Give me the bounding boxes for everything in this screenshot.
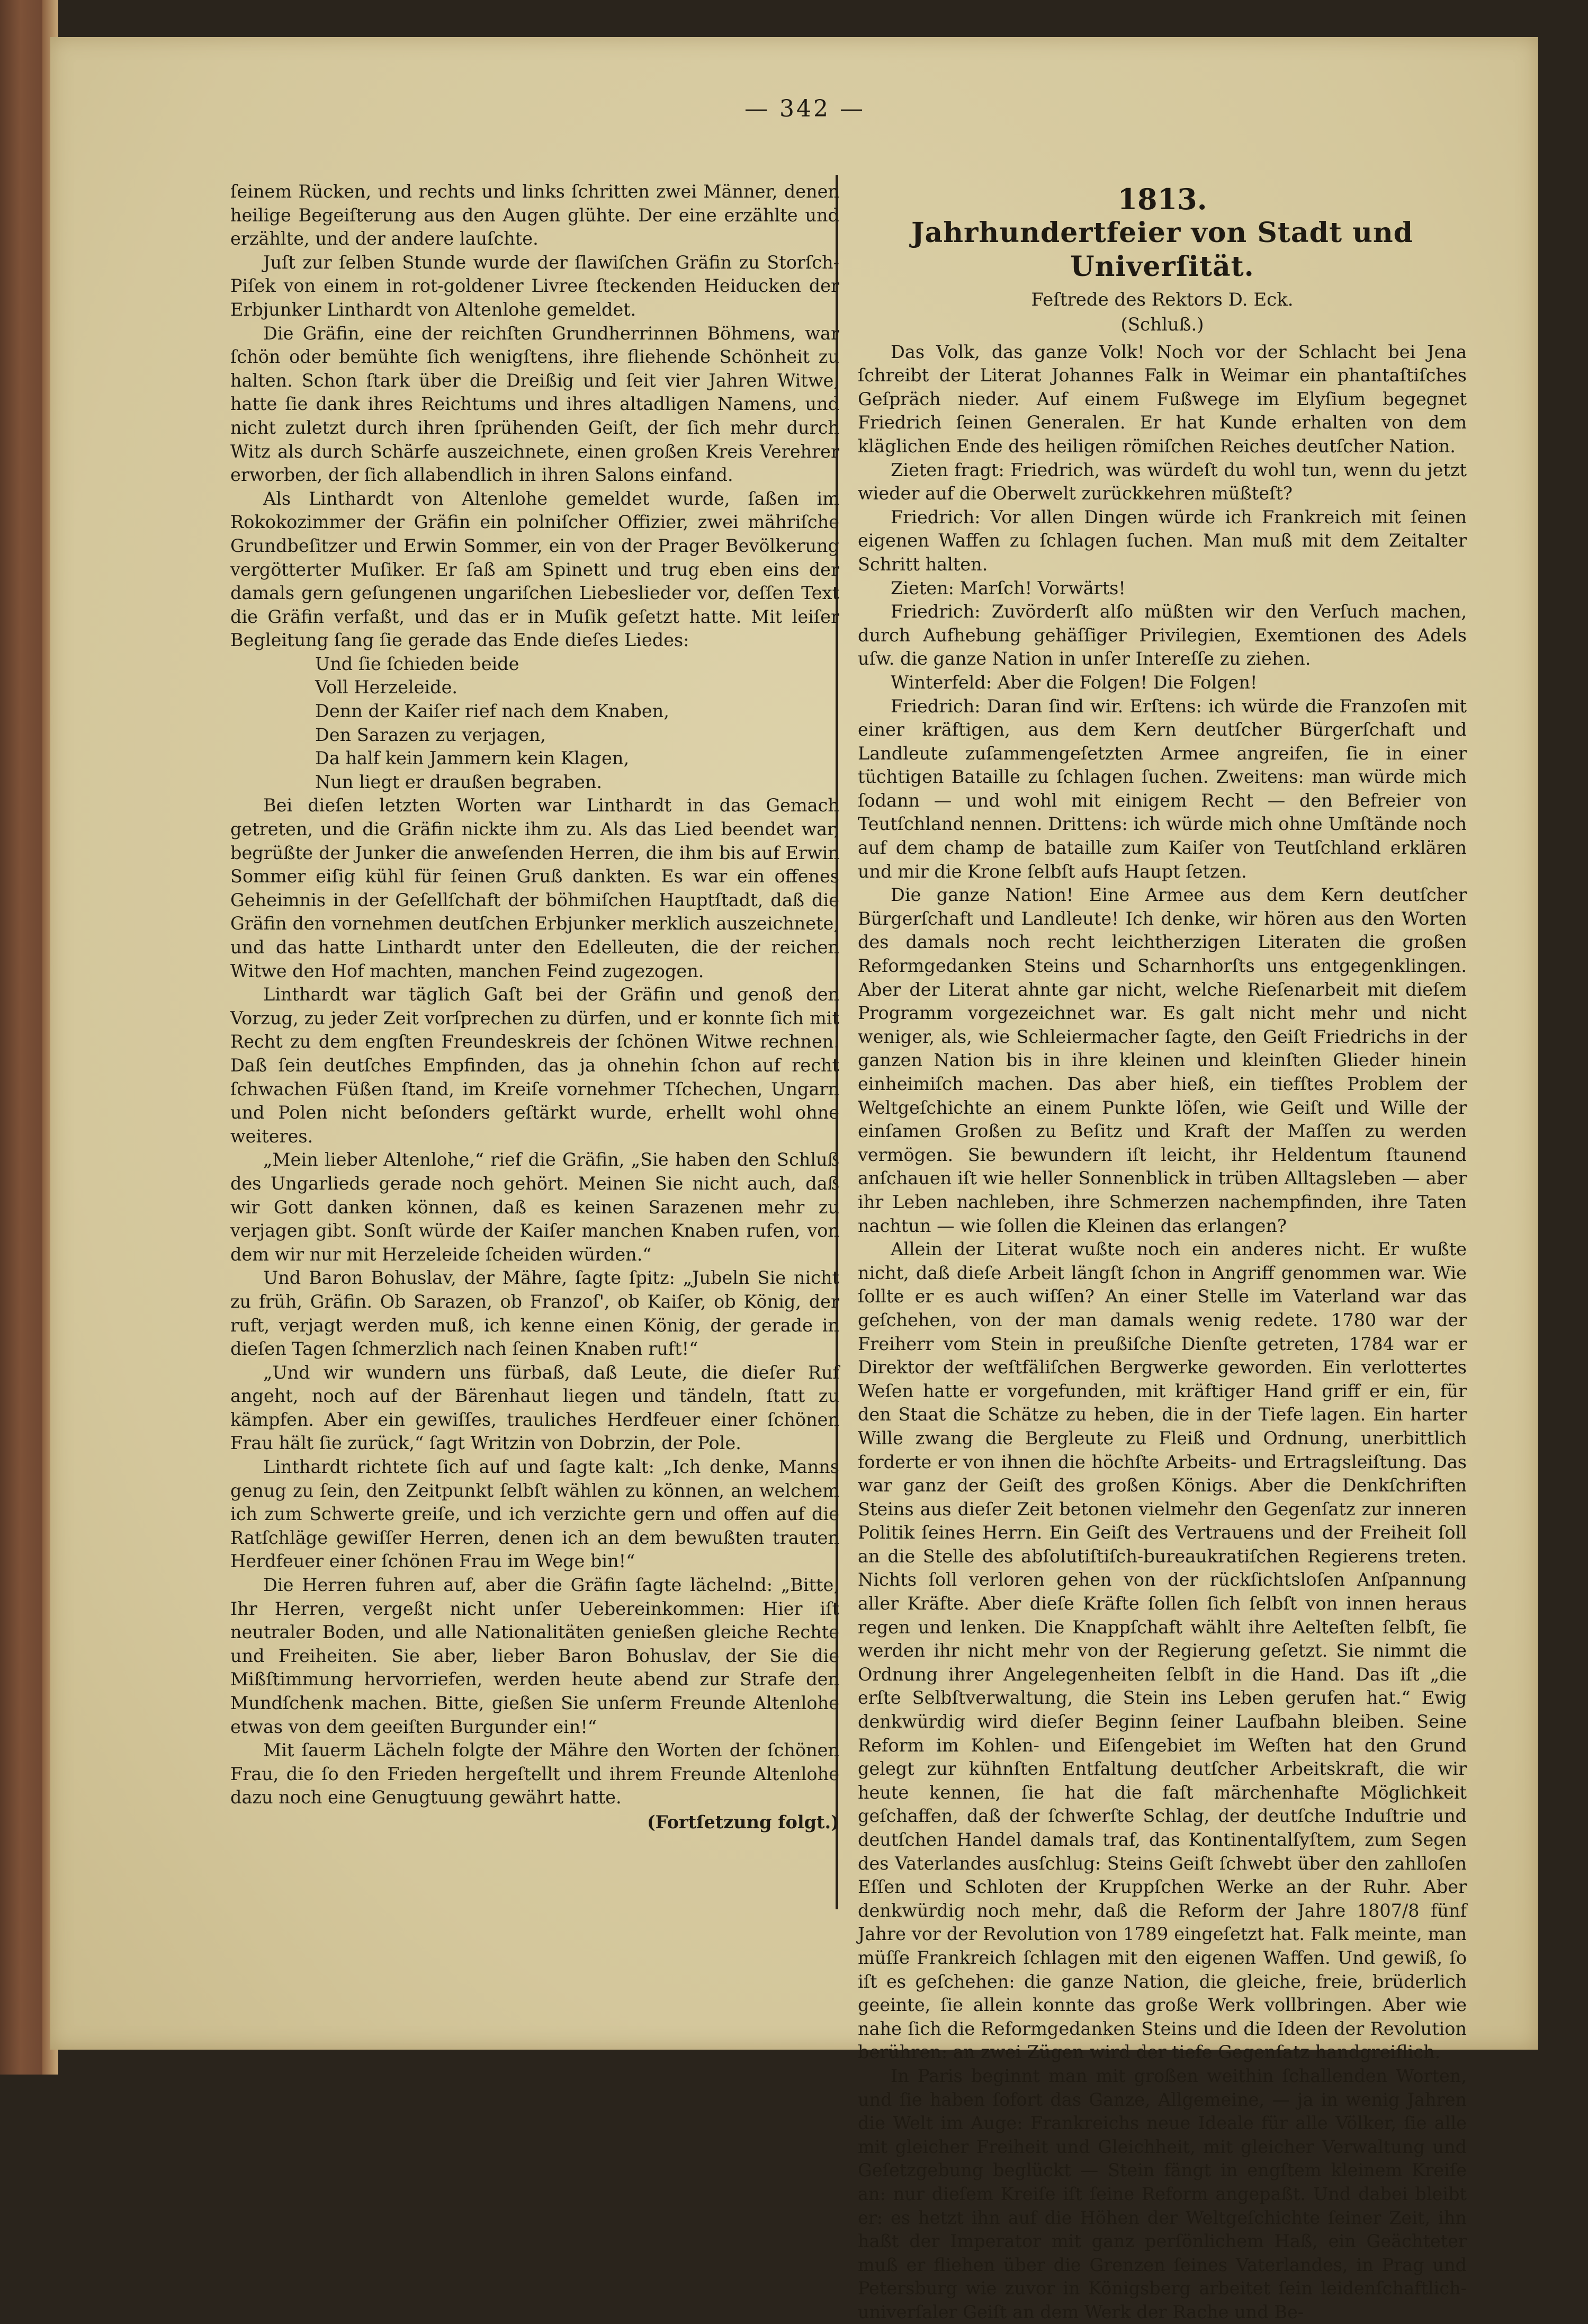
article-paragraph: Das Volk, das ganze Volk! Noch vor der Schlacht bei Jena ſchreibt der Literat Johannes Falk in Weimar ein phantaſtiſches Geſpräch nieder. Auf einem Fußwege im Elyſium begegnet Friedrich ſeinen Generalen. Er hat Kunde erhalten von dem kläglichen Ende des heiligen römiſchen Reiches deutſcher Nation. [858, 341, 1467, 457]
article-paragraph: Friedrich: Daran ſind wir. Erſtens: ich würde die Franzoſen mit einer kräftigen, aus dem Kern deutſcher Bürgerſchaft und Landleute zuſammengeſetzten Armee angreifen, ſie in einer tüchtigen Bataille zu ſchlagen ſuchen. Zweitens: man würde mich ſodann — und wohl mit einigem Recht — den Befreier von Teutſchland nennen. Drittens: ich würde mich ohne Umſtände noch auf dem champ de bataille zum Kaiſer von Teutſchland erklären und mir die Krone ſelbſt aufs Haupt ſetzen. [858, 695, 1467, 882]
verse-line: Da half kein Jammern kein Klagen, [315, 748, 630, 769]
serial-paragraph: „Mein lieber Altenlohe,“ rief die Gräfin, „Sie haben den Schluß des Ungarlieds gerade noch gehört. Meinen Sie nicht auch, daß wir Gott danken können, daß es keinen Sarazenen mehr zu verjagen gibt. Sonſt würde der Kaiſer manchen Knaben rufen, von dem wir nur mit Herzeleide ſcheiden würden.“ [230, 1149, 839, 1265]
verse-line: Und ſie ſchieden beide [315, 653, 519, 674]
verse-line: Den Sarazen zu verjagen, [315, 724, 546, 745]
article-part-label: (Schluß.) [1120, 314, 1204, 335]
left-column [230, 180, 839, 1875]
article-year-heading: 1813. [1117, 182, 1207, 216]
serial-paragraph: Mit ſauerm Lächeln folgte der Mähre den Worten der ſchönen Frau, die ſo den Frieden hergeſtellt und ihrem Freunde Altenlohe dazu noch eine Genugtuung gewährt hatte. [230, 1740, 839, 1808]
article-paragraph: Zieten fragt: Friedrich, was würdeſt du wohl tun, wenn du jetzt wieder auf die Oberwelt zurückkehren müßteſt? [858, 459, 1467, 504]
article-paragraph: Friedrich: Zuvörderſt alſo müßten wir den Verſuch machen, durch Aufhebung gehäſſiger Privilegien, Exemtionen des Adels uſw. die ganze Nation in unſer Intereſſe zu ziehen. [858, 601, 1467, 669]
article-paragraph: Winterfeld: Aber die Folgen! Die Folgen! [891, 672, 1258, 693]
serial-paragraph: Linthardt richtete ſich auf und ſagte kalt: „Ich denke, Manns genug zu ſein, den Zeitpunkt ſelbſt wählen zu können, an welchem ich zum Schwerte greiſe, und ich verzichte gern und offen auf die Ratſchläge gewiſſer Herren, denen ich an dem bewußten trauten Herdfeuer einer ſchönen Frau im Wege bin!“ [230, 1456, 839, 1572]
song-verse [315, 652, 839, 794]
article-byline: Feſtrede des Rektors D. Eck. [1031, 289, 1294, 310]
serial-paragraph: Als Linthardt von Altenlohe gemeldet wurde, ſaßen im Rokokozimmer der Gräfin ein polniſcher Offizier, zwei mähriſche Grundbeſitzer und Erwin Sommer, ein von der Prager Bevölkerung vergötterter Muſiker. Er ſaß am Spinett und trug eben eins der damals gern geſungenen ungariſchen Liebeslieder vor, deſſen Text die Gräfin verfaßt, und das er in Muſik geſetzt hatte. Mit leiſer Begleitung ſang ſie gerade das Ende dieſes Liedes: [230, 488, 839, 651]
serial-paragraph: Die Gräfin, eine der reichſten Grundherrinnen Böhmens, war ſchön oder bemühte ſich wenigſtens, ihre fliehende Schönheit zu halten. Schon ſtark über die Dreißig und ſeit vier Jahren Witwe, hatte ſie dank ihres Reichtums und ihres altadligen Namens, und nicht zuletzt durch ihren ſprühenden Geiſt, der ſich mehr durch Witz als durch Schärfe auszeichnete, einen großen Kreis Verehrer erworben, der ſich allabendlich in ihren Salons einfand. [230, 323, 839, 486]
article-title: Jahrhundertfeier von Stadt und Univerſität. [911, 217, 1414, 283]
continued-note: (Fortſetzung folgt.) [647, 1811, 839, 1833]
article-paragraph: Die ganze Nation! Eine Armee aus dem Kern deutſcher Bürgerſchaft und Landleute! Ich denke, wir hören aus den Worten des damals noch recht leichtherzigen Literaten die großen Reformgedanken Steins und Scharnhorſts uns entgegenklingen. Aber der Literat ahnte gar nicht, welche Rieſenarbeit mit dieſem Programm vorgezeichnet war. Es galt nicht mehr und nicht weniger, als, wie Schleiermacher ſagte, den Geiſt Friedrichs in der ganzen Nation bis in ihre kleinen und kleinſten Glieder hinein einheimiſch machen. Das aber hieß, ein tiefſtes Problem der Weltgeſchichte an einem Punkte löſen, wie Geiſt und Wille der einſamen Großen zu Beſitz und Kraft der Maſſen zu werden vermögen. Sie bewundern iſt leicht, ihr Heldentum ſtaunend anſchauen iſt wie heller Sonnenblick in trüben Alltagsleben — aber ihr Leben nachleben, ihre Schmerzen nachempfinden, ihre Taten nachtun — wie ſollen die Kleinen das erlangen? [858, 884, 1467, 1236]
serial-paragraph: Bei dieſen letzten Worten war Linthardt in das Gemach getreten, und die Gräfin nickte ihm zu. Als das Lied beendet war, begrüßte der Junker die anweſenden Herren, die ihm bis auf Erwin Sommer eiſig kühl für ſeinen Gruß dankten. Es war ein offenes Geheimnis in der Geſellſchaft der böhmiſchen Hauptſtadt, daß die Gräfin den vornehmen deutſchen Erbjunker merklich auszeichnete, und das hatte Linthardt unter den Edelleuten, die der reichen Witwe den Hof machten, manchen Feind zugezogen. [230, 795, 839, 981]
verse-line: Denn der Kaiſer rief nach dem Knaben, [315, 701, 669, 722]
serial-paragraph: Und Baron Bohuslav, der Mähre, ſagte ſpitz: „Jubeln Sie nicht zu früh, Gräfin. Ob Sarazen, ob Franzoſ', ob Kaiſer, ob König, der ruft, verjagt werden muß, ich kenne einen König, der gerade in dieſen Tagen ſchmerzlich nach ſeinen Knaben ruft!“ [230, 1267, 839, 1360]
serial-paragraph: ſeinem Rücken, und rechts und links ſchritten zwei Männer, denen heilige Begeiſterung aus den Augen glühte. Der eine erzählte und erzählte, und der andere lauſchte. [230, 181, 839, 249]
page-number: — 342 — [744, 95, 865, 122]
serial-paragraph: Die Herren fuhren auf, aber die Gräfin ſagte lächelnd: „Bitte, Ihr Herren, vergeßt nicht unſer Uebereinkommen: Hier iſt neutraler Boden, und alle Nationalitäten genießen gleiche Rechte und Freiheiten. Sie aber, lieber Baron Bohuslav, der Sie die Mißſtimmung hervorriefen, werden heute abend zur Strafe den Mundſchenk machen. Bitte, gießen Sie unſerm Freunde Altenlohe etwas von dem geeiſten Burgunder ein!“ [230, 1575, 839, 1737]
article-paragraph: Friedrich: Vor allen Dingen würde ich Frankreich mit ſeinen eigenen Waffen zu ſchlagen ſuchen. Man muß mit dem Zeitalter Schritt halten. [858, 506, 1467, 575]
article-paragraph: Zieten: Marſch! Vorwärts! [891, 577, 1126, 598]
article-paragraph: In Paris beginnt man mit großen weithin ſchallenden Worten, und ſie haben ſofort das Ganze, Allgemeine, — ja in wenig Jahren die Welt im Auge: Frankreichs neue Ideale für alle Völker, ſie alle mit gleicher Freiheit und Gleichheit, mit gleicher Verwaltung und Geſetzgebung beglückt — Stein fängt in engſtem kleinem Kreiſe an: nur dieſem Kreiſe iſt ſeine Reform angepaßt. Und dabei bleibt er: es hetzt ihn auf die Höhen der Weltgeſchichte ſeiner Zeit, ihn haßt der Imperator mit ganz perſönlichem Haß, ein Geächteter muß er fliehen über die Grenzen ſeines Vaterlandes, in Prag und Petersburg wie zuvor in Königsberg arbeitet ſein leidenſchaftlich-univerſaler Geiſt an dem Werk der Rache und Be- [858, 2065, 1467, 2322]
serial-paragraph: „Und wir wundern uns fürbaß, daß Leute, die dieſer Ruf angeht, noch auf der Bärenhaut liegen und tändeln, ſtatt zu kämpfen. Aber ein gewiſſes, trauliches Herdfeuer einer ſchönen Frau hält ſie zurück,“ ſagt Writzin von Dobrzin, der Pole. [230, 1362, 839, 1454]
serial-paragraph: Linthardt war täglich Gaſt bei der Gräfin und genoß den Vorzug, zu jeder Zeit vorſprechen zu dürfen, und er konnte ſich mit Recht zu dem engſten Freundeskreis der ſchönen Witwe rechnen. Daß ſein deutſches Empfinden, das ja ohnehin ſchon auf recht ſchwachen Füßen ſtand, im Kreiſe vornehmer Tſchechen, Ungarn und Polen nicht beſonders geſtärkt wurde, erhellt wohl ohne weiteres. [230, 984, 839, 1147]
article-paragraph: Allein der Literat wußte noch ein anderes nicht. Er wußte nicht, daß dieſe Arbeit längſt ſchon in Angriff genommen war. Wie ſollte er es auch wiſſen? An einer Stelle im Vaterland war das geſchehen, von der man damals wenig redete. 1780 war der Freiherr vom Stein in preußiſche Dienſte getreten, 1784 war er Direktor der weſtfäliſchen Bergwerke geworden. Ein verlottertes Weſen hatte er vorgefunden, mit kräftiger Hand griff er ein, für den Staat die Schätze zu heben, die in der Tiefe lagen. Ein harter Wille zwang die Bergleute zu Fleiß und Ordnung, unerbittlich forderte er von ihnen die höchſte Arbeits- und Ertragsleiſtung. Das war ganz der Geiſt des großen Königs. Aber die Denkſchriften Steins aus dieſer Zeit betonen vielmehr den Gegenſatz zur inneren Politik ſeines Herrn. Ein Geiſt des Vertrauens und der Freiheit ſoll an die Stelle des abſolutiſtiſch-bureaukratiſchen Regierens treten. Nichts ſoll verloren gehen von der rückſichtsloſen Anſpannung aller Kräfte. Aber dieſe Kräfte ſollen ſich ſelbſt von innen heraus regen und lenken. Die Knappſchaft wählt ihre Aelteſten ſelbſt, ſie werden ihr nicht mehr von der Regierung geſetzt. Sie nimmt die Ordnung ihrer Angelegenheiten ſelbſt in die Hand. Das iſt „die erſte Selbſtverwaltung, die Stein ins Leben gerufen hat.“ Ewig denkwürdig wird dieſer Beginn ſeiner Laufbahn bleiben. Seine Reform im Kohlen- und Eiſengebiet im Weſten hat den Grund gelegt zur kühnſten Entfaltung deutſcher Arbeitskraft, die wir heute kennen, ſie hat die faſt märchenhafte Möglichkeit geſchaffen, daß der ſchwerſte Schlag, der deutſche Induſtrie und deutſchen Handel damals traf, das Kontinentalſyſtem, zum Segen des Vaterlandes ausſchlug: Steins Geiſt ſchwebt über den zahlloſen Eſſen und Schloten der Kruppſchen Werke an der Ruhr. Aber denkwürdig noch mehr, daß die Reform der Jahre 1807/8 fünf Jahre vor der Revolution von 1789 eingeſetzt hat. Falk meinte, man müſſe Frankreich ſchlagen mit den eigenen Waffen. Und gewiß, ſo iſt es geſchehen: die ganze Nation, die gleiche, freie, brüderlich geeinte, ſie allein konnte das große Werk vollbringen. Aber wie nahe ſich die Reformgedanken Steins und die Ideen der Revolution berühren: an zwei Zügen wird der tiefe Gegenſatz handgreiflich. [858, 1239, 1467, 2063]
right-column [858, 180, 1467, 2322]
serial-paragraph: Juſt zur ſelben Stunde wurde der ſlawiſchen Gräfin zu Storſch-Piſek von einem in rot-goldener Livree ſteckenden Heiducken der Erbjunker Linthardt von Altenlohe gemeldet. [230, 252, 839, 320]
verse-line: Nun liegt er draußen begraben. [315, 771, 603, 792]
verse-line: Voll Herzeleide. [315, 677, 458, 698]
